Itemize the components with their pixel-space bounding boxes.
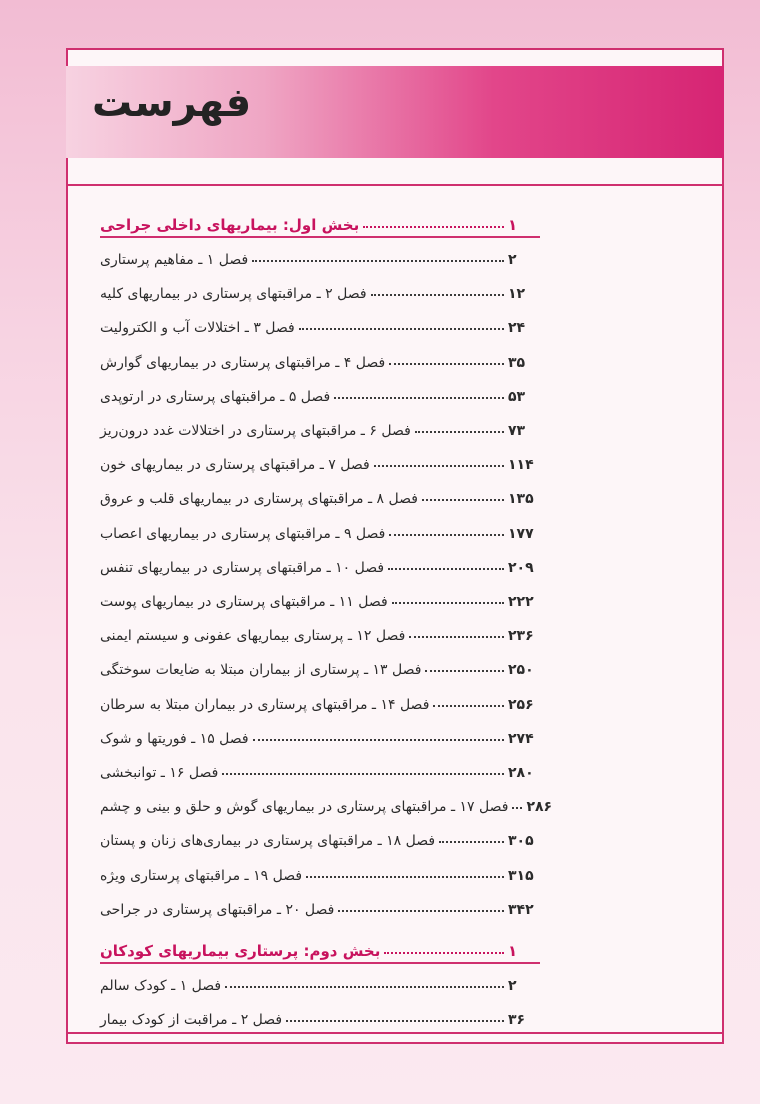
- toc-entry[interactable]: [100, 238, 540, 268]
- toc-entry[interactable]: [100, 683, 540, 713]
- dot-leader: [286, 1020, 504, 1022]
- dot-leader: [222, 773, 504, 775]
- toc-entry[interactable]: [100, 306, 540, 336]
- part-title: بخش دوم: پرستاری بیماریهای کودکان: [100, 942, 381, 960]
- page-number: ۲۸۶: [526, 799, 553, 816]
- page-number: ۷۳: [508, 423, 526, 439]
- toc-entry[interactable]: [100, 964, 540, 994]
- page-number: ۳۰۵: [508, 833, 534, 850]
- page-number: ۱: [508, 942, 518, 960]
- dot-leader: [306, 876, 504, 878]
- part-heading[interactable]: [100, 930, 540, 960]
- divider: [66, 1032, 724, 1034]
- dot-leader: [334, 397, 504, 399]
- dot-leader: [425, 670, 504, 672]
- page-number: ۱۷۷: [508, 525, 534, 542]
- toc-entry[interactable]: [100, 854, 540, 884]
- chapter-title: فصل ۱۵ ـ فوریتها و شوک: [100, 730, 249, 747]
- chapter-title: فصل ۳ ـ اختلالات آب و الکترولیت: [100, 320, 295, 337]
- toc-entry[interactable]: [100, 998, 540, 1028]
- page-number: ۲۰۹: [508, 559, 534, 576]
- dot-leader: [371, 294, 504, 296]
- chapter-title: فصل ۱۷ ـ مراقبتهای پرستاری در بیماریهای گوش و حلق و بینی و چشم: [100, 799, 509, 816]
- chapter-title: فصل ۲ ـ مراقبت از کودک بیمار: [100, 1012, 283, 1028]
- chapter-title: فصل ۱۳ ـ پرستاری از بیماران مبتلا به ضایعات سوختگی: [100, 662, 422, 679]
- chapter-title: فصل ۱۸ ـ مراقبتهای پرستاری در بیماری‌های زنان و پستان: [100, 833, 436, 850]
- chapter-title: فصل ۷ ـ مراقبتهای پرستاری در بیماریهای خون: [100, 457, 370, 474]
- chapter-title: فصل ۱۰ ـ مراقبتهای پرستاری در بیماریهای تنفس: [100, 559, 385, 576]
- dot-leader: [512, 807, 522, 809]
- toc-entry[interactable]: [100, 888, 540, 918]
- dot-leader: [384, 952, 504, 954]
- page-number: ۱۳۵: [508, 491, 534, 508]
- toc-entry[interactable]: [100, 819, 540, 849]
- toc-entry[interactable]: [100, 443, 540, 473]
- dot-leader: [422, 499, 504, 501]
- toc-entry[interactable]: [100, 580, 540, 610]
- dot-leader: [374, 465, 504, 467]
- page-number: ۳۱۵: [508, 867, 534, 884]
- toc-entry[interactable]: [100, 341, 540, 371]
- page-number: ۱۲: [508, 286, 526, 303]
- page-number: ۳۶: [508, 1012, 526, 1028]
- part-heading[interactable]: [100, 204, 540, 234]
- toc-entry[interactable]: [100, 648, 540, 678]
- dot-leader: [252, 260, 504, 262]
- chapter-title: فصل ۱۱ ـ مراقبتهای پرستاری در بیماریهای پوست: [100, 594, 388, 610]
- dot-leader: [363, 226, 504, 228]
- chapter-title: فصل ۱۲ ـ پرستاری بیماریهای عفونی و سیستم ایمنی: [100, 628, 406, 645]
- page-number: ۲۲۲: [508, 594, 534, 610]
- dot-leader: [392, 602, 504, 604]
- page-number: ۵۳: [508, 388, 526, 405]
- chapter-title: فصل ۲ ـ مراقبتهای پرستاری در بیماریهای کلیه: [100, 286, 367, 303]
- chapter-title: فصل ۵ ـ مراقبتهای پرستاری در ارتوپدی: [100, 388, 331, 405]
- page-number: ۲۷۴: [508, 730, 534, 747]
- page-number: ۲۵۶: [508, 696, 534, 713]
- chapter-title: فصل ۱ ـ کودک سالم: [100, 978, 222, 994]
- page-number: ۲۴: [508, 320, 526, 337]
- page-title: فهرست: [92, 80, 252, 126]
- dot-leader: [338, 910, 504, 912]
- toc-entry[interactable]: [100, 272, 540, 302]
- toc-entry[interactable]: [100, 717, 540, 747]
- toc-entry[interactable]: [100, 375, 540, 405]
- chapter-title: فصل ۸ ـ مراقبتهای پرستاری در بیماریهای قلب و عروق: [100, 491, 418, 508]
- divider: [66, 184, 724, 186]
- dot-leader: [253, 739, 504, 741]
- toc-entry[interactable]: [100, 546, 540, 576]
- dot-leader: [415, 431, 504, 433]
- chapter-title: فصل ۱۹ ـ مراقبتهای پرستاری ویژه: [100, 867, 303, 884]
- chapter-title: فصل ۱۴ ـ مراقبتهای پرستاری در بیماران مبتلا به سرطان: [100, 696, 430, 713]
- toc-entry[interactable]: [100, 409, 540, 439]
- toc-entry[interactable]: [100, 512, 540, 542]
- dot-leader: [299, 328, 504, 330]
- page-number: ۲۸۰: [508, 765, 534, 781]
- page-number: ۲۵۰: [508, 662, 534, 679]
- chapter-title: فصل ۴ ـ مراقبتهای پرستاری در بیماریهای گوارش: [100, 354, 386, 371]
- page-number: ۱۱۴: [508, 457, 534, 474]
- dot-leader: [389, 534, 504, 536]
- chapter-title: فصل ۱ ـ مفاهیم پرستاری: [100, 252, 249, 268]
- toc-entry[interactable]: [100, 614, 540, 644]
- toc-entry[interactable]: [100, 751, 540, 781]
- dot-leader: [388, 568, 504, 570]
- dot-leader: [389, 363, 504, 365]
- dot-leader: [409, 636, 504, 638]
- dot-leader: [439, 841, 504, 843]
- toc-entry[interactable]: [100, 477, 540, 507]
- chapter-title: فصل ۶ ـ مراقبتهای پرستاری در اختلالات غدد درون‌ریز: [100, 423, 411, 439]
- dot-leader: [433, 705, 504, 707]
- toc-entry[interactable]: [100, 785, 553, 816]
- page-number: ۳۵: [508, 354, 526, 371]
- page-number: ۲۳۶: [508, 628, 534, 645]
- chapter-title: فصل ۹ ـ مراقبتهای پرستاری در بیماریهای اعصاب: [100, 525, 386, 542]
- page-number: ۱: [508, 216, 518, 234]
- page-number: ۲: [508, 252, 517, 268]
- chapter-title: فصل ۲۰ ـ مراقبتهای پرستاری در جراحی: [100, 901, 335, 918]
- chapter-title: فصل ۱۶ ـ توانبخشی: [100, 765, 219, 781]
- part-title: بخش اول: بیماریهای داخلی جراحی: [100, 216, 360, 234]
- page-number: ۲: [508, 978, 517, 994]
- page-number: ۳۴۲: [508, 901, 534, 918]
- dot-leader: [225, 986, 504, 988]
